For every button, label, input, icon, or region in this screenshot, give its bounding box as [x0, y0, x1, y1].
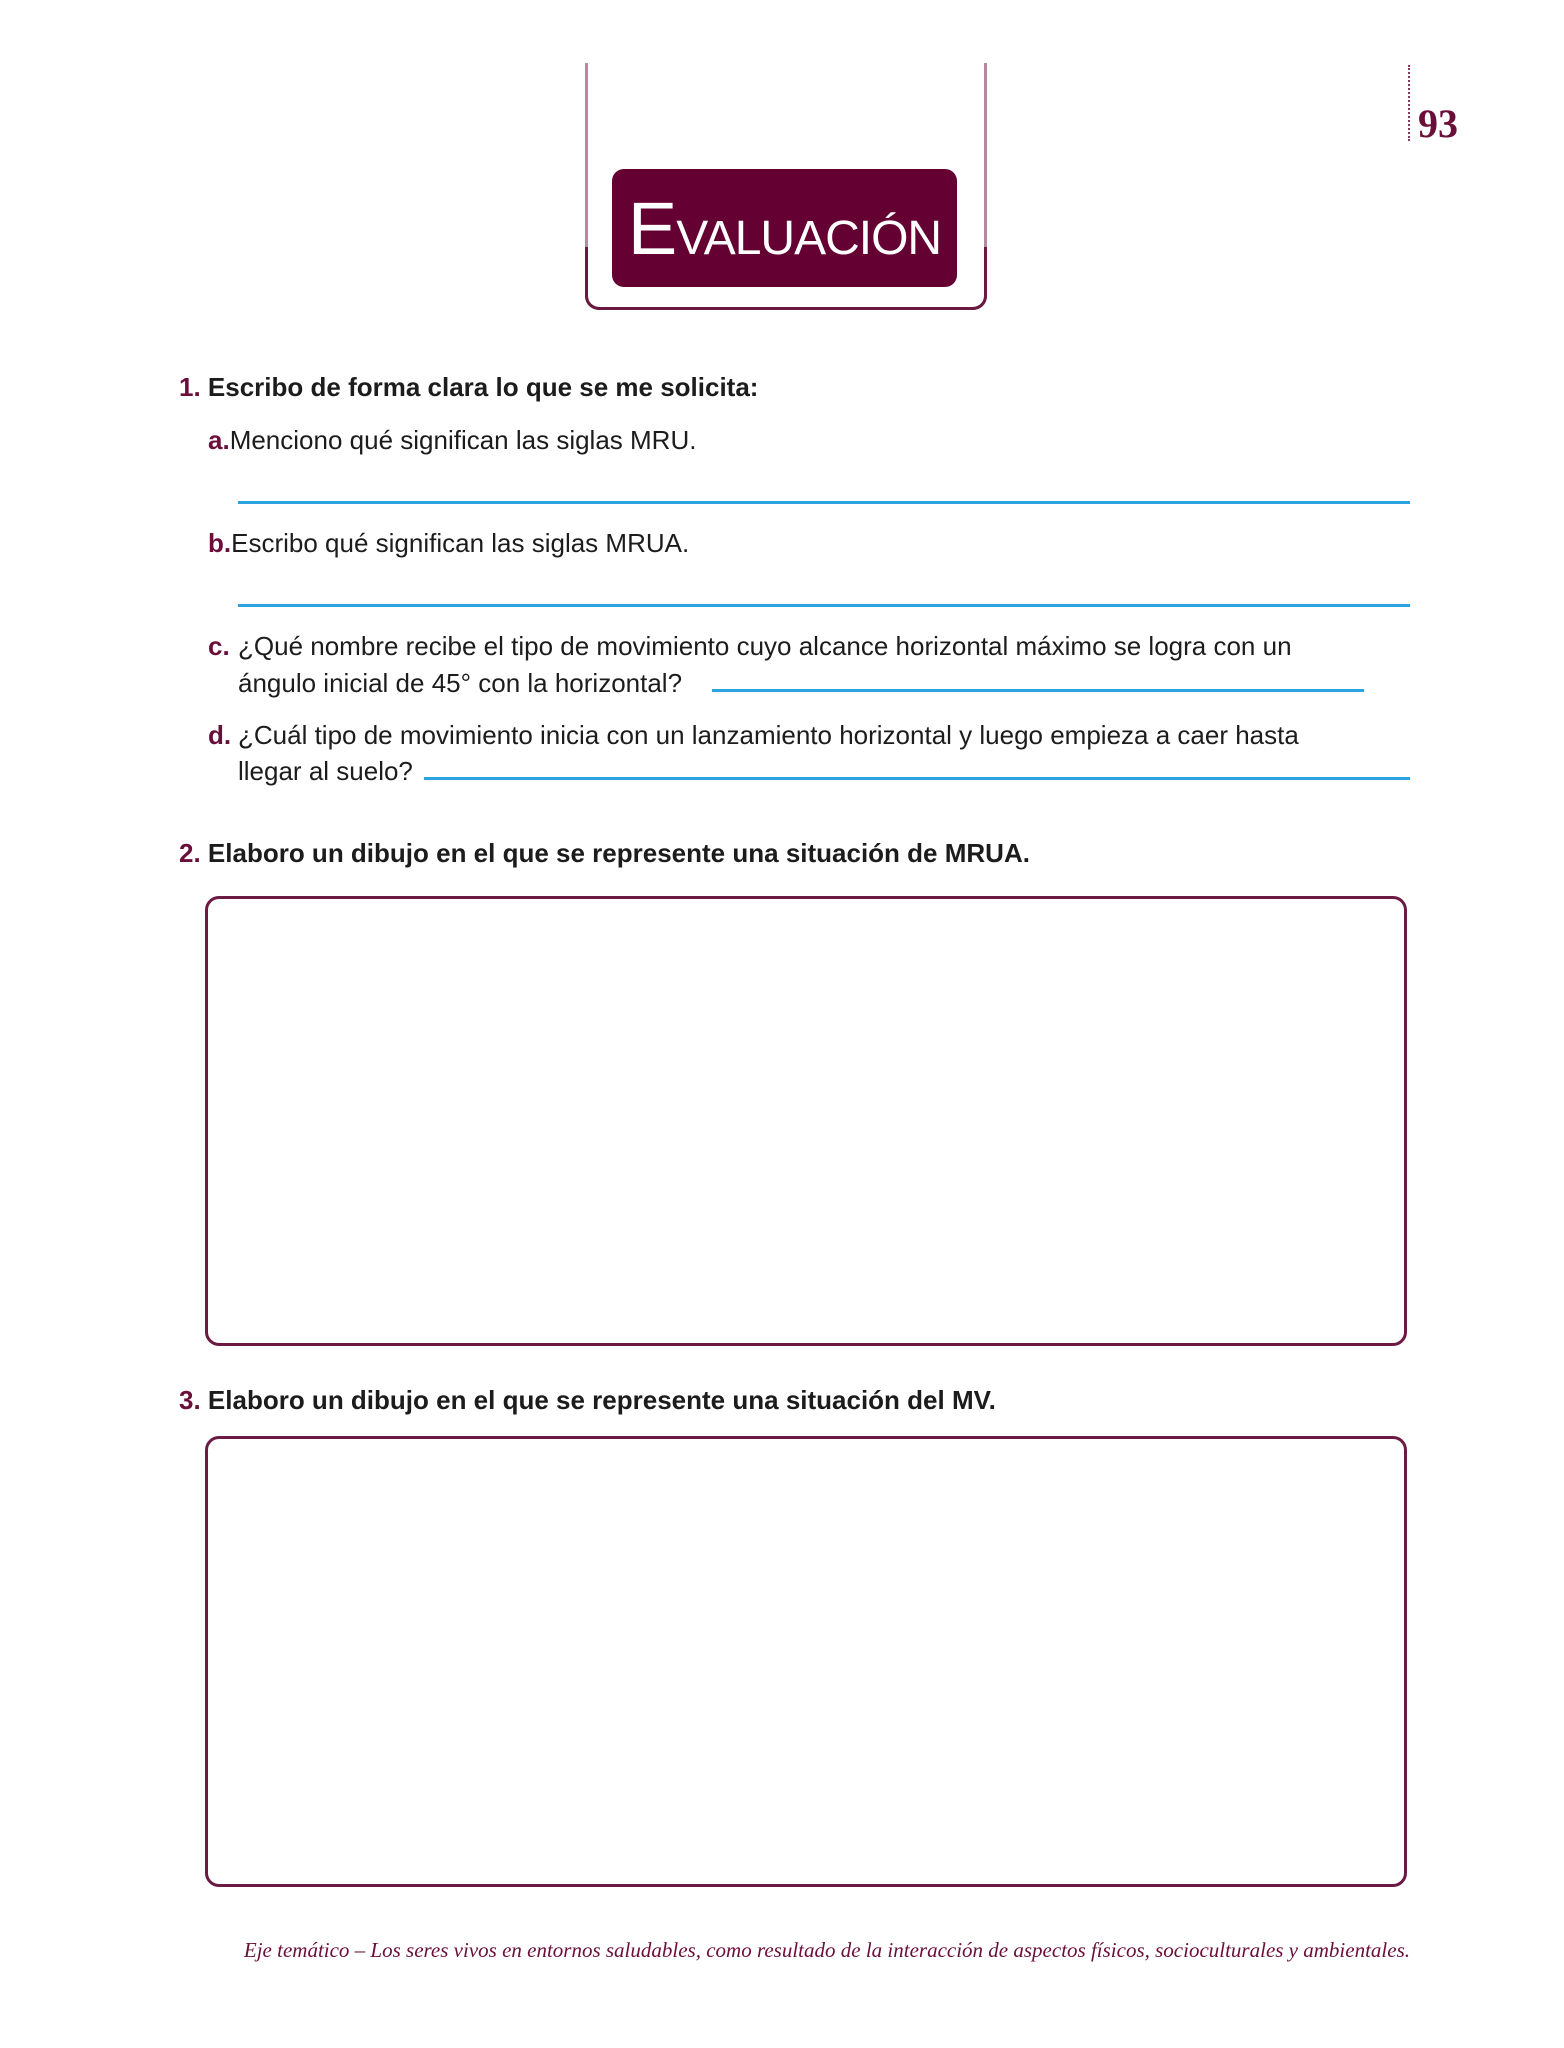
page-number-divider: [1408, 65, 1410, 141]
question-text: Escribo de forma clara lo que se me solicita:: [207, 372, 759, 402]
footer-theme: Eje temático – Los seres vivos en entornos saludables, como resultado de la interacción de aspectos físicos, socioculturales y ambientales.: [243, 1938, 1410, 1962]
answer-line-d[interactable]: [424, 777, 1410, 780]
question-text: Elaboro un dibujo en el que se represente una situación del MV.: [207, 1385, 996, 1415]
answer-line-b[interactable]: [238, 604, 1410, 607]
question-3: [179, 1385, 996, 1416]
item-letter-d: d.: [208, 720, 232, 750]
question-number: 1.: [179, 372, 201, 402]
item-letter-c: c.: [208, 631, 230, 661]
question-number: 2.: [179, 838, 201, 868]
item-text-c: ¿Qué nombre recibe el tipo de movimiento cuyo alcance horizontal máximo se logra con un: [238, 631, 1292, 661]
item-letter: b.: [208, 528, 232, 558]
item-text-c-2: ángulo inicial de 45° con la horizontal?: [238, 668, 683, 698]
section-title-box: [612, 169, 957, 287]
section-title: EVALUACIÓN: [627, 186, 942, 270]
page-number: 93: [1418, 101, 1458, 146]
drawing-area-mv[interactable]: [205, 1436, 1407, 1887]
item-text: Escribo qué significan las siglas MRUA.: [231, 528, 690, 558]
item-b: [208, 525, 689, 561]
item-text-d-2: llegar al suelo?: [238, 756, 413, 786]
question-number: 3.: [179, 1385, 201, 1415]
question-text: Elaboro un dibujo en el que se represente una situación de MRUA.: [207, 838, 1030, 868]
item-letter: a.: [208, 425, 230, 455]
question-2: [179, 838, 1030, 869]
answer-line-c[interactable]: [712, 689, 1364, 692]
answer-line-a[interactable]: [238, 501, 1410, 504]
item-text: Menciono qué significan las siglas MRU.: [229, 425, 697, 455]
drawing-area-mrua[interactable]: [205, 896, 1407, 1346]
item-a: [208, 422, 696, 458]
question-1: [179, 372, 758, 403]
item-text-d: ¿Cuál tipo de movimiento inicia con un lanzamiento horizontal y luego empieza a caer hasta: [238, 720, 1299, 750]
